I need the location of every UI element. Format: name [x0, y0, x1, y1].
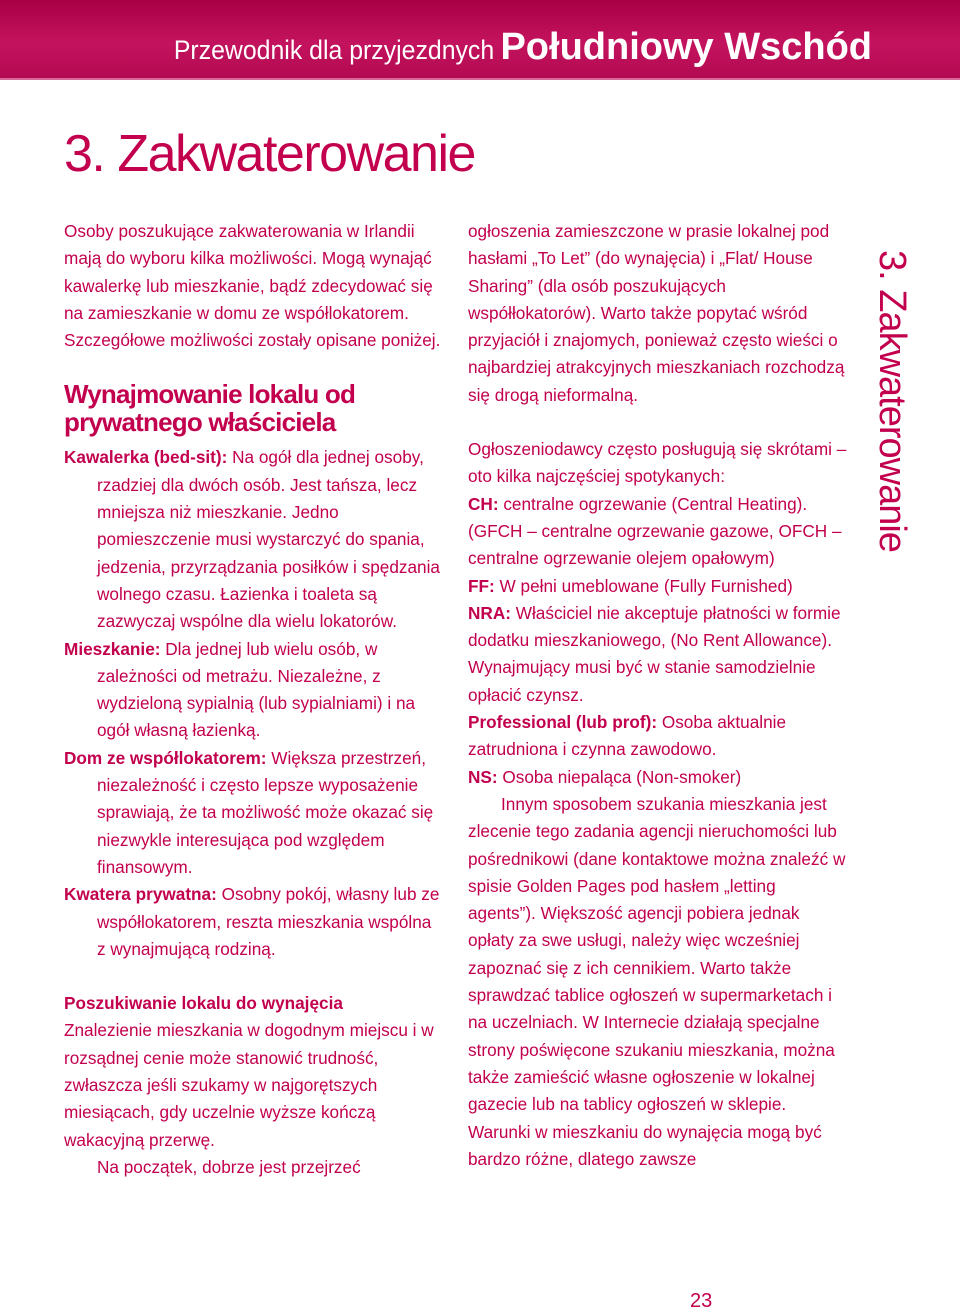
abbreviation-text: W pełni umeblowane (Fully Furnished)	[494, 575, 793, 596]
header-divider	[0, 78, 960, 80]
definition-text: Na ogół dla jednej osoby, rzadziej dla dwóch osób. Jest tańsza, lecz mniejsza niż mieszkanie. Jedno pomieszczenie musi wystarczyć do spania, jedzenia, przyrządzania posiłków i spędzania wolnego czasu. Łazienka i toaleta są zazwyczaj wspólne dla wielu lokatorów.	[97, 447, 440, 632]
abbreviation-term: CH:	[468, 493, 499, 514]
left-column	[64, 218, 444, 1181]
ads-paragraph: ogłoszenia zamieszczone w prasie lokalnej pod hasłami „To Let” (do wynajęcia) i „Flat/ House Sharing” (dla osób poszukujących współłokatorów). Warto także popytać wśród przyjaciół i znajomych, ponieważ często wieści o najbardziej atrakcyjnych mieszkaniach rozchodzą się drogą nieformalną.	[468, 221, 845, 405]
header-title	[146, 24, 872, 78]
abbreviation-text: Właściciel nie akceptuje płatności w formie dodatku mieszkaniowego, (No Rent Allowance). Wynajmujący musi być w stanie samodzielnie opłacić czynsz.	[468, 602, 841, 705]
header-subtitle: Przewodnik dla przyjezdnych	[174, 35, 495, 65]
subheading-private-landlord: Wynajmowanie lokalu od prywatnego właściciela	[64, 379, 356, 438]
definition-term: Dom ze współlokatorem:	[64, 747, 267, 768]
abbreviations-list	[468, 491, 848, 791]
page-number: 23	[690, 1290, 713, 1312]
definition-item	[64, 745, 444, 881]
definition-term: Kawalerka (bed-sit):	[64, 447, 228, 468]
abbreviation-item	[468, 491, 848, 573]
intro-paragraph: Osoby poszukujące zakwaterowania w Irlandii mają do wyboru kilka możliwości. Mogą wynająć kawalerkę lub mieszkanie, bądź zdecydować się na zamieszkanie w domu ze współlokatorem. Szczegółowe możliwości zostały opisane poniżej.	[64, 221, 441, 351]
right-column	[468, 218, 848, 1173]
abbreviation-term: NS:	[468, 766, 498, 787]
abbreviation-text: centralne ogrzewanie (Central Heating). (GFCH – centralne ogrzewanie gazowe, OFCH – centralne ogrzewanie olejem opałowym)	[468, 493, 842, 569]
definition-item	[64, 636, 444, 745]
abbreviation-item	[468, 764, 848, 791]
abbreviation-item	[468, 573, 848, 600]
header-region-title: Południowy Wschód	[500, 26, 872, 68]
abbreviations-intro: Ogłoszeniodawcy często posługują się skrótami – oto kilka najczęściej spotykanych:	[468, 439, 847, 487]
chapter-title: 3. Zakwaterowanie	[64, 125, 475, 183]
abbreviation-text: Osoba niepaląca (Non-smoker)	[497, 766, 742, 787]
definition-text: Większa przestrzeń, niezależność i często lepsze wyposażenie sprawiają, że ta możliwość może okazać się niezwykle interesująca pod względem finansowym.	[97, 747, 434, 877]
section-paragraph: Znalezienie mieszkania w dogodnym miejscu i w rozsądnej cenie może stanowić trudność, zwłaszcza jeśli szukamy w najgorętszych miesiącach, gdy uczelnie wyższe kończą wakacyjną przerwę.	[64, 1020, 434, 1150]
definition-item	[64, 881, 444, 963]
definition-item	[64, 444, 444, 635]
section-heading-search: Poszukiwanie lokalu do wynajęcia	[64, 993, 343, 1014]
agencies-paragraph: Innym sposobem szukania mieszkania jest zlecenie tego zadania agencji nieruchomości lub pośrednikowi (dane kontaktowe można znaleźć w spisie Golden Pages pod hasłem „letting agents”). Większość agencji pobiera jednak opłaty za swe usługi, należy więc wcześniej zapoznać się z ich cennikiem. Warto także sprawdzać tablice ogłoszeń w supermarketach i na uczelniach. W Internecie działają specjalne strony poświęcone szukaniu mieszkania, można także zamieścić własne ogłoszenie w lokalnej gazecie lub na tablicy ogłoszeń w sklepie. Warunki w mieszkaniu do wynajęcia mogą być bardzo różne, dlatego zawsze	[468, 793, 846, 1169]
definition-term: Kwatera prywatna:	[64, 884, 217, 905]
side-tab-label: 3. Zakwaterowanie	[871, 250, 913, 552]
definition-term: Mieszkanie:	[64, 638, 161, 659]
definitions-list	[64, 444, 444, 963]
definition-text: Dla jednej lub wielu osób, w zależności od metrażu. Niezależne, z wydzieloną sypialnią (lub sypialniami) i na ogół własną łazienką.	[97, 638, 416, 741]
side-tab	[868, 100, 960, 552]
abbreviation-item	[468, 709, 848, 764]
abbreviation-item	[468, 600, 848, 709]
abbreviation-term: Professional (lub prof):	[468, 712, 658, 733]
abbreviation-term: FF:	[468, 575, 495, 596]
section-paragraph-continued: Na początek, dobrze jest przejrzeć	[97, 1156, 361, 1177]
definition-text: Osobny pokój, własny lub ze współlokatorem, reszta mieszkania wspólna z wynajmującą rodziną.	[97, 884, 440, 959]
abbreviation-text: Osoba aktualnie zatrudniona i czynna zawodowo.	[468, 712, 787, 760]
abbreviation-term: NRA:	[468, 602, 511, 623]
